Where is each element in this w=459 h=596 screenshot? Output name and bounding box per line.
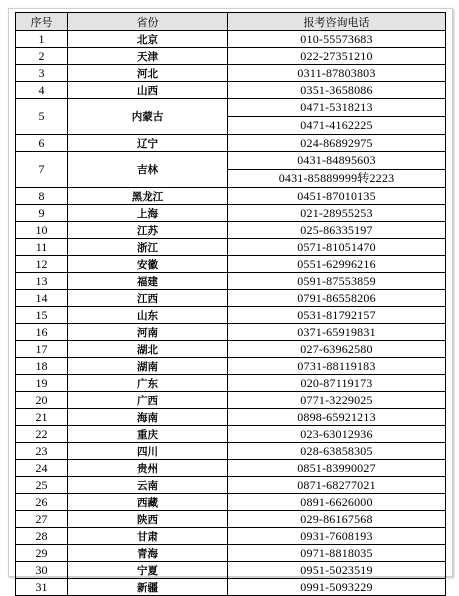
phone-cell [228, 392, 446, 409]
table-row [16, 256, 446, 273]
phone-cell [228, 426, 446, 443]
table-row [16, 65, 446, 82]
table-row [16, 152, 446, 188]
province-name: 青海 [68, 545, 228, 562]
phone-number: 0551-62996216 [297, 257, 376, 271]
row-number: 13 [16, 273, 68, 290]
table-row [16, 579, 446, 596]
province-name: 内蒙古 [68, 99, 228, 135]
phone-number: 0591-87553859 [297, 274, 376, 288]
row-number: 31 [16, 579, 68, 596]
phone-number: 0871-68277021 [297, 478, 376, 492]
row-number: 20 [16, 392, 68, 409]
row-number: 26 [16, 494, 68, 511]
row-number: 8 [16, 188, 68, 205]
contact-table [15, 12, 446, 596]
province-name: 黑龙江 [68, 188, 228, 205]
row-number: 16 [16, 324, 68, 341]
province-name: 海南 [68, 409, 228, 426]
row-number: 6 [16, 135, 68, 152]
phone-cell [228, 477, 446, 494]
province-name: 安徽 [68, 256, 228, 273]
table-row [16, 477, 446, 494]
phone-cell [228, 562, 446, 579]
province-name: 重庆 [68, 426, 228, 443]
phone-number: 0471-4162225 [228, 116, 445, 134]
phone-cell [228, 99, 446, 135]
phone-cell [228, 358, 446, 375]
table-row [16, 341, 446, 358]
phone-number: 024-86892975 [300, 136, 373, 150]
province-name: 吉林 [68, 152, 228, 188]
table-row [16, 31, 446, 48]
phone-cell [228, 579, 446, 596]
phone-number: 0311-87803803 [297, 66, 376, 80]
phone-number: 0791-86558206 [297, 291, 376, 305]
phone-number: 0371-65919831 [297, 325, 376, 339]
table-row [16, 511, 446, 528]
phone-cell [228, 48, 446, 65]
phone-cell [228, 443, 446, 460]
phone-cell [228, 375, 446, 392]
phone-cell [228, 290, 446, 307]
row-number: 17 [16, 341, 68, 358]
phone-cell [228, 65, 446, 82]
province-name: 江苏 [68, 222, 228, 239]
phone-number: 0931-7608193 [300, 529, 373, 543]
province-name: 浙江 [68, 239, 228, 256]
document-frame [8, 8, 453, 594]
table-row [16, 460, 446, 477]
phone-cell [228, 511, 446, 528]
row-number: 14 [16, 290, 68, 307]
phone-cell [228, 528, 446, 545]
province-name: 北京 [68, 31, 228, 48]
phone-number: 0951-5023519 [300, 563, 373, 577]
row-number: 9 [16, 205, 68, 222]
phone-number: 0431-84895603 [297, 153, 376, 167]
phone-cell [228, 341, 446, 358]
row-number: 4 [16, 82, 68, 99]
row-number: 22 [16, 426, 68, 443]
province-name: 陕西 [68, 511, 228, 528]
table-row [16, 358, 446, 375]
phone-cell [228, 409, 446, 426]
province-name: 湖北 [68, 341, 228, 358]
province-name: 山西 [68, 82, 228, 99]
table-row [16, 82, 446, 99]
table-row [16, 222, 446, 239]
phone-number: 0431-85889999转2223 [228, 169, 445, 187]
table-row [16, 392, 446, 409]
row-number: 29 [16, 545, 68, 562]
phone-number: 0451-87010135 [297, 189, 376, 203]
phone-number: 0351-3658086 [300, 83, 373, 97]
row-number: 30 [16, 562, 68, 579]
table-row [16, 135, 446, 152]
row-number: 15 [16, 307, 68, 324]
phone-number: 029-86167568 [300, 512, 373, 526]
table-row [16, 562, 446, 579]
province-name: 广东 [68, 375, 228, 392]
row-number: 23 [16, 443, 68, 460]
header-no: 序号 [16, 13, 68, 31]
phone-cell [228, 188, 446, 205]
phone-number: 021-28955253 [300, 206, 373, 220]
phone-number: 0471-5318213 [300, 100, 373, 114]
phone-cell [228, 307, 446, 324]
header-phone: 报考咨询电话 [228, 13, 446, 31]
province-name: 新疆 [68, 579, 228, 596]
table-row [16, 426, 446, 443]
phone-cell [228, 460, 446, 477]
phone-number: 0991-5093229 [300, 580, 373, 594]
phone-cell [228, 256, 446, 273]
table-row [16, 48, 446, 65]
province-name: 西藏 [68, 494, 228, 511]
phone-cell [228, 82, 446, 99]
province-name: 河南 [68, 324, 228, 341]
province-name: 河北 [68, 65, 228, 82]
phone-cell [228, 205, 446, 222]
table-row [16, 307, 446, 324]
phone-number: 0571-81051470 [297, 240, 376, 254]
phone-number: 0891-6626000 [300, 495, 373, 509]
row-number: 18 [16, 358, 68, 375]
row-number: 24 [16, 460, 68, 477]
phone-number: 0771-3229025 [300, 393, 373, 407]
province-name: 宁夏 [68, 562, 228, 579]
row-number: 10 [16, 222, 68, 239]
province-name: 福建 [68, 273, 228, 290]
table-row [16, 494, 446, 511]
phone-number: 020-87119173 [300, 376, 373, 390]
table-row [16, 409, 446, 426]
province-name: 广西 [68, 392, 228, 409]
row-number: 11 [16, 239, 68, 256]
province-name: 山东 [68, 307, 228, 324]
phone-cell [228, 239, 446, 256]
province-name: 上海 [68, 205, 228, 222]
row-number: 19 [16, 375, 68, 392]
phone-cell [228, 135, 446, 152]
header-province: 省份 [68, 13, 228, 31]
table-row [16, 188, 446, 205]
row-number: 21 [16, 409, 68, 426]
phone-number: 027-63962580 [300, 342, 373, 356]
phone-cell [228, 545, 446, 562]
phone-number: 010-55573683 [300, 32, 373, 46]
province-name: 天津 [68, 48, 228, 65]
table-row [16, 239, 446, 256]
phone-number: 0531-81792157 [297, 308, 376, 322]
province-name: 江西 [68, 290, 228, 307]
row-number: 3 [16, 65, 68, 82]
phone-cell [228, 324, 446, 341]
table-row [16, 528, 446, 545]
province-name: 甘肃 [68, 528, 228, 545]
phone-cell [228, 494, 446, 511]
table-row [16, 375, 446, 392]
province-name: 贵州 [68, 460, 228, 477]
phone-number: 0898-65921213 [297, 410, 376, 424]
province-name: 四川 [68, 443, 228, 460]
phone-number: 025-86335197 [300, 223, 373, 237]
table-row [16, 273, 446, 290]
phone-number: 0851-83990027 [297, 461, 376, 475]
phone-number: 023-63012936 [300, 427, 373, 441]
phone-cell [228, 273, 446, 290]
row-number: 12 [16, 256, 68, 273]
province-name: 辽宁 [68, 135, 228, 152]
row-number: 5 [16, 99, 68, 135]
row-number: 27 [16, 511, 68, 528]
phone-number: 028-63858305 [300, 444, 373, 458]
phone-cell [228, 152, 446, 188]
row-number: 1 [16, 31, 68, 48]
table-row [16, 205, 446, 222]
row-number: 2 [16, 48, 68, 65]
province-name: 湖南 [68, 358, 228, 375]
phone-cell [228, 31, 446, 48]
table-body [16, 31, 446, 596]
table-row [16, 545, 446, 562]
province-name: 云南 [68, 477, 228, 494]
row-number: 25 [16, 477, 68, 494]
row-number: 28 [16, 528, 68, 545]
phone-number: 0971-8818035 [300, 546, 373, 560]
header-row [16, 13, 446, 31]
table-row [16, 324, 446, 341]
table-row [16, 443, 446, 460]
phone-number: 022-27351210 [300, 49, 373, 63]
phone-number: 0731-88119183 [297, 359, 376, 373]
row-number: 7 [16, 152, 68, 188]
phone-cell [228, 222, 446, 239]
table-row [16, 290, 446, 307]
table-row [16, 99, 446, 135]
